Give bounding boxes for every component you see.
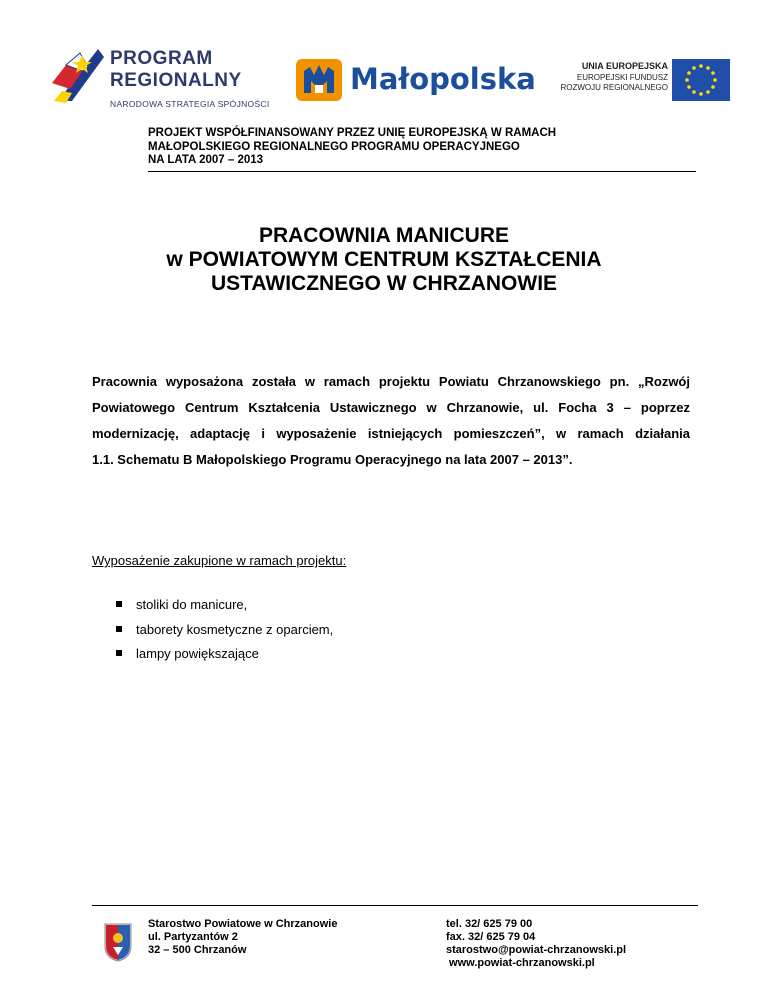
list-item-label: lampy powiększające — [136, 646, 259, 661]
list-item — [116, 646, 259, 661]
program-regionalny-line2: REGIONALNY — [110, 70, 242, 91]
paragraph-line: modernizację, adaptację i wyposażenie istniejących pomieszczeń”, w ramach działania — [92, 426, 690, 441]
project-header-line: PROJEKT WSPÓŁFINANSOWANY PRZEZ UNIĘ EUROPEJSKĄ W RAMACH — [148, 127, 557, 139]
eu-line3: ROZWOJU REGIONALNEGO — [560, 83, 668, 92]
footer-phone: tel. 32/ 625 79 00 — [446, 918, 533, 930]
list-item — [116, 622, 333, 637]
title-line: PRACOWNIA MANICURE — [258, 224, 510, 247]
list-item-label: taborety kosmetyczne z oparciem, — [136, 622, 334, 637]
bullet-square-icon — [116, 626, 122, 632]
malopolska-name: Małopolska — [350, 62, 536, 96]
footer-website-link[interactable]: www.powiat-chrzanowski.pl — [446, 957, 595, 969]
eu-logo — [540, 57, 730, 103]
footer-divider — [92, 905, 698, 906]
project-header — [148, 127, 688, 168]
program-regionalny-emblem-icon — [52, 45, 110, 107]
footer-email-link[interactable]: starostwo@powiat-chrzanowski.pl — [446, 944, 627, 956]
header-divider — [148, 171, 696, 172]
footer-address-line: ul. Partyzantów 2 — [148, 931, 238, 943]
title-line: w POWIATOWYM CENTRUM KSZTAŁCENIA — [166, 248, 602, 271]
program-regionalny-line1: PROGRAM — [110, 48, 213, 69]
footer-contact — [446, 918, 626, 970]
bullet-square-icon — [116, 650, 122, 656]
footer-address — [148, 918, 337, 957]
eu-line2: EUROPEJSKI FUNDUSZ — [576, 73, 668, 82]
description-paragraph — [92, 369, 690, 473]
eu-line1: UNIA EUROPEJSKA — [581, 61, 668, 71]
title-line: USTAWICZNEGO W CHRZANOWIE — [210, 272, 558, 295]
paragraph-line: Powiatowego Centrum Kształcenia Ustawicznego w Chrzanowie, ul. Focha 3 – poprzez — [92, 400, 690, 415]
paragraph-line: 1.1. Schematu B Małopolskiego Programu Operacyjnego na lata 2007 – 2013”. — [92, 452, 573, 467]
coat-of-arms-icon — [104, 922, 132, 962]
paragraph-line: Pracownia wyposażona została w ramach projektu Powiatu Chrzanowskiego pn. „Rozwój — [92, 374, 690, 389]
footer-address-line: 32 – 500 Chrzanów — [148, 944, 247, 956]
list-item-label: stoliki do manicure, — [136, 597, 248, 612]
footer-address-line: Starostwo Powiatowe w Chrzanowie — [148, 918, 338, 930]
malopolska-logo — [296, 58, 536, 102]
bullet-square-icon — [116, 601, 122, 607]
malopolska-emblem-icon — [296, 59, 342, 101]
equipment-heading: Wyposażenie zakupione w ramach projektu: — [92, 553, 347, 568]
program-regionalny-subtitle: NARODOWA STRATEGIA SPÓJNOŚCI — [110, 99, 270, 109]
project-header-line: NA LATA 2007 – 2013 — [148, 154, 264, 166]
page-title — [80, 224, 688, 296]
footer-fax: fax. 32/ 625 79 04 — [446, 931, 536, 943]
eu-flag-icon — [672, 59, 730, 101]
list-item — [116, 597, 247, 612]
project-header-line: MAŁOPOLSKIEGO REGIONALNEGO PROGRAMU OPERACYJNEGO — [148, 140, 520, 153]
program-regionalny-logo — [52, 45, 272, 107]
